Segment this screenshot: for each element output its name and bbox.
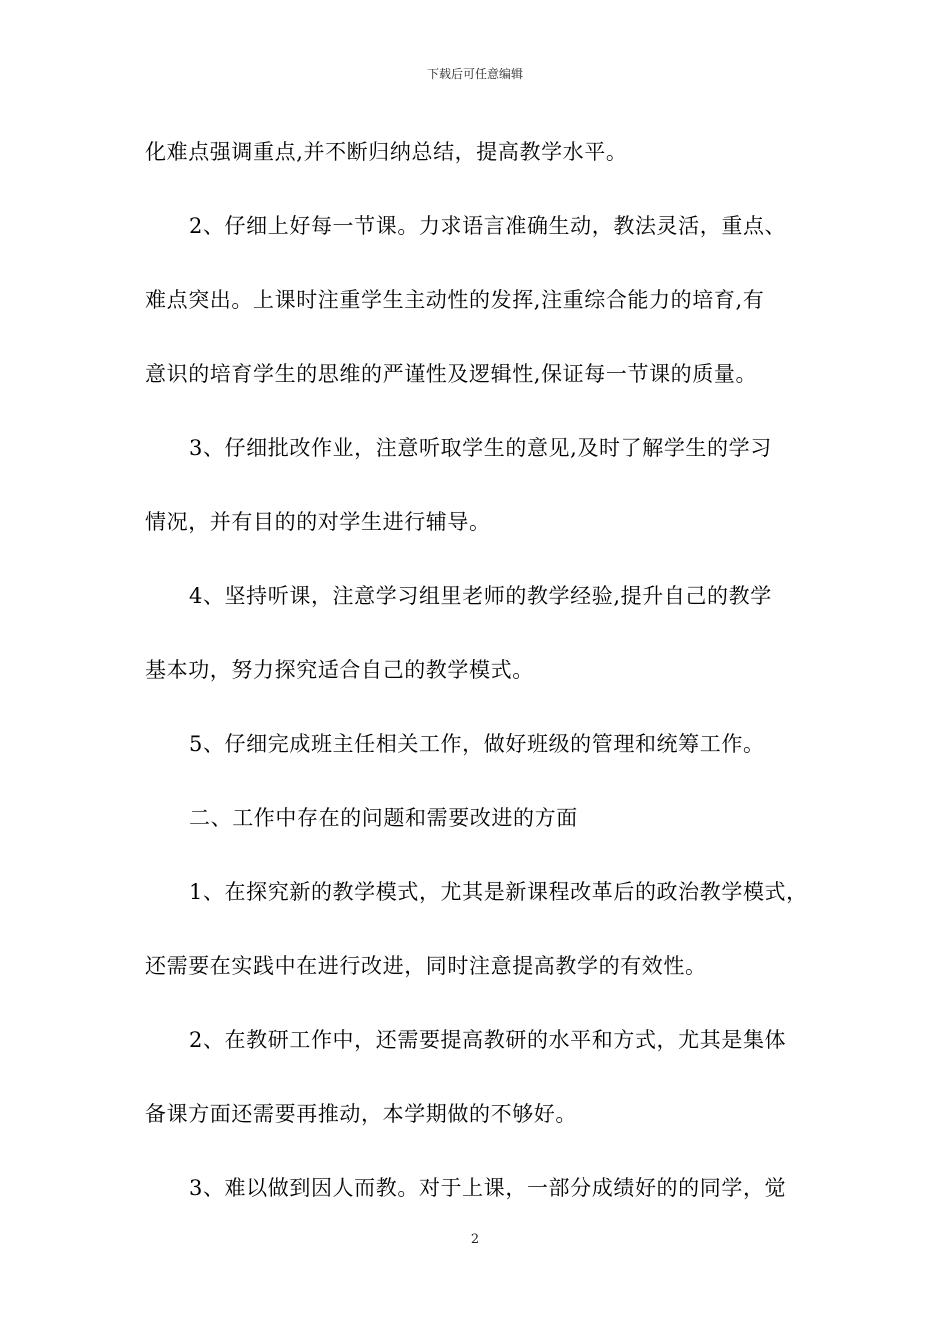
body-line: 基本功，努力探究适合自己的教学模式。 xyxy=(145,658,534,682)
body-line: 2、仔细上好每一节课。力求语言准确生动，教法灵活，重点、 xyxy=(189,214,787,238)
body-line: 难点突出。上课时注重学生主动性的发挥,注重综合能力的培育,有 xyxy=(145,288,765,312)
body-line: 意识的培育学生的思维的严谨性及逻辑性,保证每一节课的质量。 xyxy=(145,362,758,386)
page-number: 2 xyxy=(470,1232,480,1247)
body-line: 情况，并有目的的对学生进行辅导。 xyxy=(145,510,491,534)
page-header: 下载后可任意编辑 xyxy=(426,67,523,81)
body-line: 2、在教研工作中，还需要提高教研的水平和方式，尤其是集体 xyxy=(189,1028,787,1052)
body-line: 5、仔细完成班主任相关工作，做好班级的管理和统筹工作。 xyxy=(189,732,765,756)
body-line: 3、仔细批改作业，注意听取学生的意见,及时了解学生的学习 xyxy=(189,436,772,460)
section-heading: 二、工作中存在的问题和需要改进的方面 xyxy=(189,806,578,830)
body-line: 1、在探究新的教学模式，尤其是新课程改革后的政治教学模式， xyxy=(189,880,808,904)
body-line: 化难点强调重点,并不断归纳总结，提高教学水平。 xyxy=(145,140,628,164)
body-line: 4、坚持听课，注意学习组里老师的教学经验,提升自己的教学 xyxy=(189,584,772,608)
body-line: 备课方面还需要再推动，本学期做的不够好。 xyxy=(145,1102,577,1126)
body-line: 还需要在实践中在进行改进，同时注意提高教学的有效性。 xyxy=(145,954,707,978)
body-line: 3、难以做到因人而教。对于上课，一部分成绩好的的同学，觉 xyxy=(189,1176,787,1200)
